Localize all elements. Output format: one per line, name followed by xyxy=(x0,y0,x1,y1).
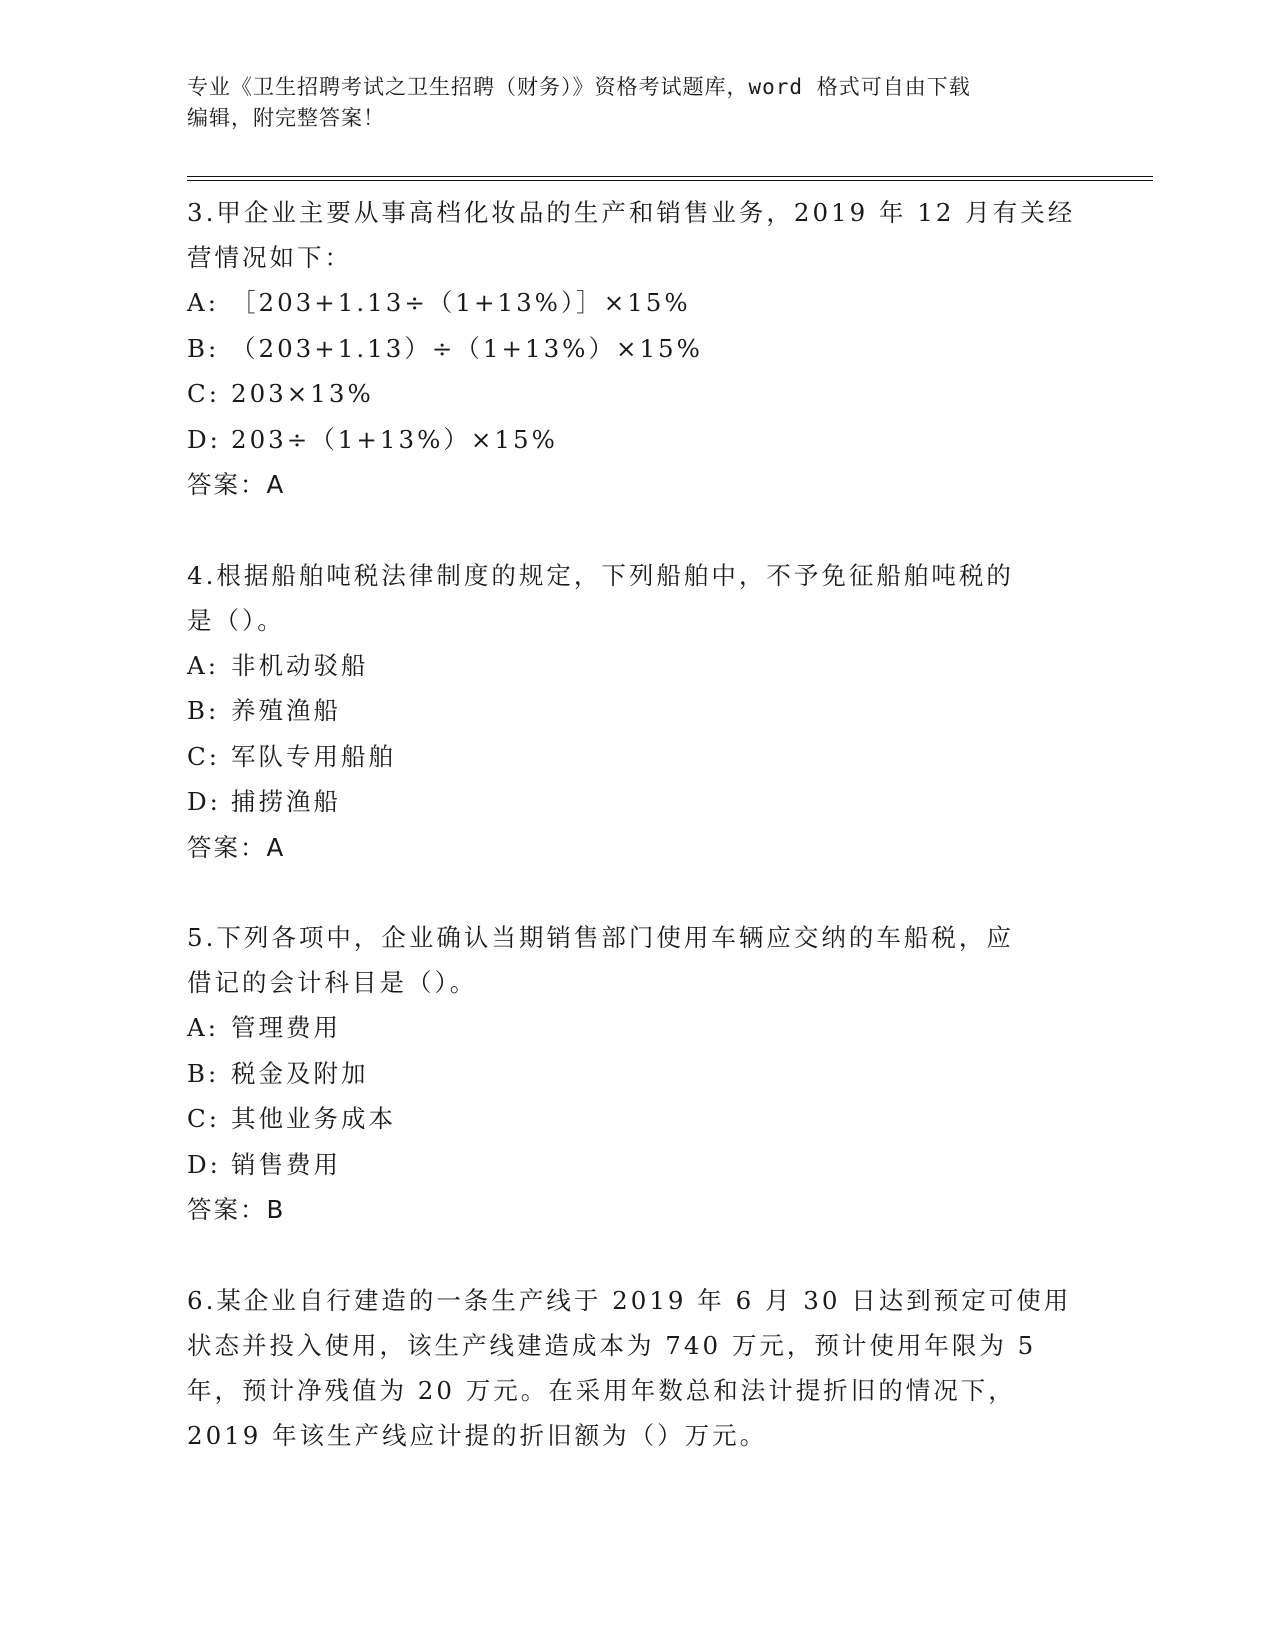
option-text: 捕捞渔船 xyxy=(231,787,341,816)
option-text: 非机动驳船 xyxy=(231,650,369,680)
question-4 xyxy=(187,553,1087,871)
option-label: B: xyxy=(187,333,220,363)
option-label: B: xyxy=(187,696,220,725)
option-text: 其他业务成本 xyxy=(231,1104,396,1133)
option-d xyxy=(187,1142,1087,1188)
option-label: D: xyxy=(187,1149,221,1179)
option-text: 203÷（1+13%）×15% xyxy=(231,424,558,454)
question-3 xyxy=(187,190,1087,508)
question-stem-line: 状态并投入使用，该生产线建造成本为 740 万元，预计使用年限为 5 xyxy=(187,1330,1037,1360)
header-double-rule xyxy=(187,176,1153,181)
question-stem-line: 2019 年该生产线应计提的折旧额为（）万元。 xyxy=(187,1420,768,1450)
question-stem-line: 4.根据船舶吨税法律制度的规定，下列船舶中，不予免征船舶吨税的 xyxy=(187,560,1014,590)
option-b xyxy=(187,688,1087,734)
question-6 xyxy=(187,1278,1087,1458)
answer-line: 答案：A xyxy=(187,832,286,862)
option-text: 销售费用 xyxy=(231,1149,341,1179)
option-b xyxy=(187,1051,1087,1097)
option-label: C: xyxy=(187,1104,221,1133)
option-label: C: xyxy=(187,379,221,408)
option-label: D: xyxy=(187,787,221,816)
option-a xyxy=(187,280,1087,326)
question-stem-line: 是（）。 xyxy=(187,605,285,635)
option-text: 203×13% xyxy=(231,379,374,408)
option-label: C: xyxy=(187,741,221,771)
option-label: A: xyxy=(187,650,219,680)
option-c xyxy=(187,734,1087,780)
header-line-2: 编辑，附完整答案！ xyxy=(187,106,385,130)
question-stem-line: 营情况如下： xyxy=(187,243,352,272)
option-label: A: xyxy=(187,288,219,317)
question-stem-line: 借记的会计科目是（）。 xyxy=(187,968,478,997)
option-c xyxy=(187,1096,1087,1142)
question-stem-line: 6.某企业自行建造的一条生产线于 2019 年 6 月 30 日达到预定可使用 xyxy=(187,1285,1072,1315)
option-text: （203+1.13）÷（1+13%）×15% xyxy=(231,333,703,363)
option-a xyxy=(187,1005,1087,1051)
option-text: ［203+1.13÷（1+13%）］×15% xyxy=(231,288,691,317)
question-stem-line: 5.下列各项中，企业确认当期销售部门使用车辆应交纳的车船税，应 xyxy=(187,923,1014,952)
option-text: 税金及附加 xyxy=(231,1058,369,1088)
option-label: B: xyxy=(187,1058,220,1088)
option-label: D: xyxy=(187,424,221,454)
question-list xyxy=(187,190,1087,1503)
option-text: 军队专用船舶 xyxy=(231,741,396,771)
option-c xyxy=(187,371,1087,417)
answer-line: 答案：B xyxy=(187,1195,286,1224)
option-b xyxy=(187,326,1087,372)
answer-line: 答案：A xyxy=(187,470,286,499)
question-stem-line: 3.甲企业主要从事高档化妆品的生产和销售业务，2019 年 12 月有关经 xyxy=(187,198,1076,227)
option-text: 管理费用 xyxy=(231,1013,341,1042)
option-a xyxy=(187,643,1087,689)
question-stem-line: 年，预计净残值为 20 万元。在采用年数总和法计提折旧的情况下， xyxy=(187,1375,1016,1405)
option-text: 养殖渔船 xyxy=(231,696,341,725)
question-5 xyxy=(187,915,1087,1233)
document-header xyxy=(187,72,1087,134)
option-d xyxy=(187,417,1087,463)
option-d xyxy=(187,779,1087,825)
header-line-1: 专业《卫生招聘考试之卫生招聘（财务）》资格考试题库，word 格式可自由下载 xyxy=(187,75,971,99)
option-label: A: xyxy=(187,1013,219,1042)
